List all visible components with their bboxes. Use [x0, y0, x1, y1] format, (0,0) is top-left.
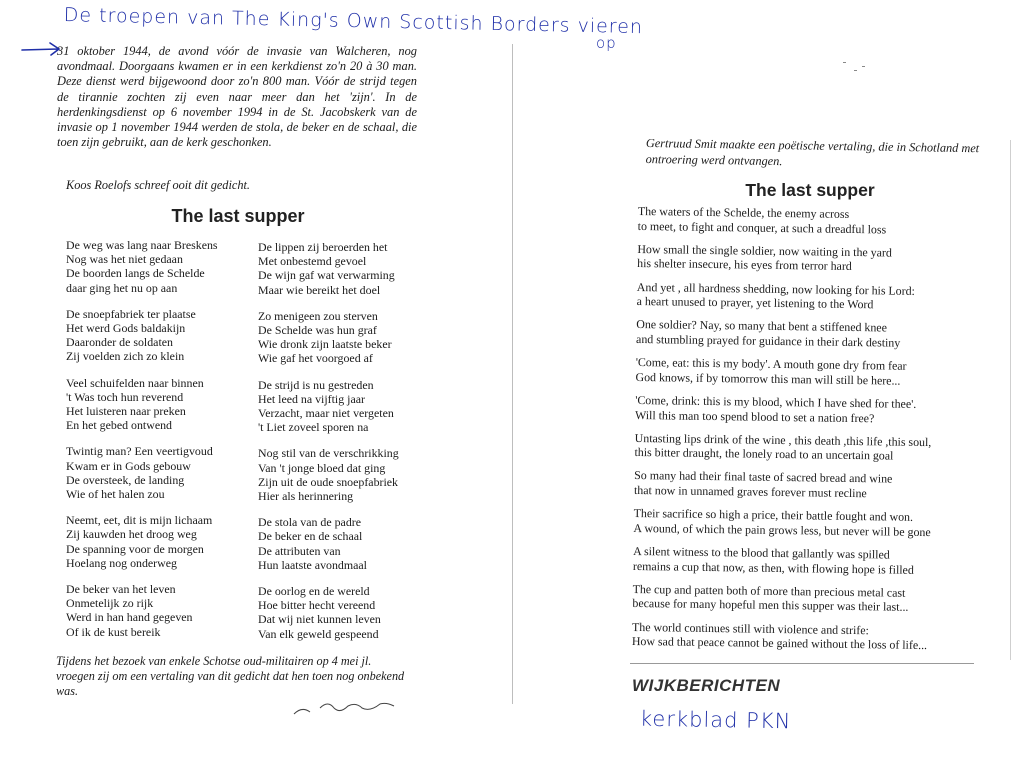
poem-line: The cup and patten both of more than precious metal cast [632, 581, 906, 600]
poem-line: Van elk geweld gespeend [258, 626, 379, 641]
poem-line: Kwam er in Gods gebouw [66, 458, 191, 473]
poem-line: Their sacrifice so high a price, their battle fought and won. [633, 506, 914, 525]
poem-line: to meet, to fight and conquer, at such a dreadful loss [637, 218, 887, 237]
poem-line: daar ging het nu op aan [66, 280, 178, 295]
section-rule [630, 663, 974, 664]
page-edge-line [1010, 140, 1011, 660]
poem-line: How sad that peace cannot be gained without the loss of life... [631, 634, 928, 653]
poem-line: The world continues still with violence and strife: [632, 619, 869, 637]
poem-line: De wijn gaf wat verwarming [258, 268, 395, 283]
poem-line: De attributen van [258, 543, 341, 558]
poem-stanza [635, 355, 975, 389]
poem-stanza [258, 446, 458, 503]
left-page-intro-block [57, 44, 417, 150]
poem-stanza [632, 582, 972, 616]
poem-line: Will this man too spend blood to set a nation free? [634, 407, 875, 425]
page-fold-divider [512, 44, 513, 704]
poem-line: 't Was toch hun reverend [66, 389, 184, 404]
poem-stanza [634, 468, 974, 502]
poem-line: Zij kauwden het droog weg [66, 527, 197, 542]
poem-line: Maar wie bereikt het doel [258, 282, 381, 297]
poem-line: Untasting lips drink of the wine , this death ,this life ,this soul, [634, 430, 932, 449]
poem-stanza [633, 544, 973, 578]
poem-line: Wie dronk zijn laatste beker [258, 337, 392, 352]
poem-line: Verzacht, maar niet vergeten [258, 406, 394, 421]
handwritten-title: De troepen van The King's Own Scottish Borders vieren [63, 4, 644, 39]
poem-line: De strijd is nu gestreden [258, 377, 374, 392]
poem-line: that now in unnamed graves forever must recline [633, 483, 867, 501]
poem-line: De oorlog en de wereld [258, 584, 370, 599]
poem-line: De Schelde was hun graf [258, 323, 377, 338]
poem-stanza [258, 584, 458, 641]
dutch-poem-column-1 [66, 238, 266, 651]
poem-stanza [66, 444, 266, 501]
poem-line: his shelter insecure, his eyes from terror hard [637, 256, 852, 274]
english-poem [632, 204, 978, 662]
poem-stanza [66, 582, 266, 639]
poem-line: A silent witness to the blood that gallantly was spilled [633, 543, 890, 562]
poem-line: 'Come, drink: this is my blood, which I have shed for thee'. [635, 392, 917, 411]
poem-line: Twintig man? Een veertigvoud [66, 444, 213, 459]
poem-stanza [632, 620, 972, 654]
poem-line: De oversteek, de landing [66, 472, 185, 487]
poem-line: Het werd Gods baldakijn [66, 321, 186, 336]
poem-line: Veel schuifelden naar binnen [66, 375, 204, 390]
poem-line: A wound, of which the pain grows less, but never will be gone [633, 520, 931, 539]
poem-stanza [633, 506, 973, 540]
poem-line: De beker van het leven [66, 582, 176, 597]
poem-line: Dat wij niet kunnen leven [258, 612, 381, 627]
poem-stanza [638, 204, 978, 238]
poem-line: 'Come, eat: this is my body'. A mouth gone dry from fear [635, 355, 907, 373]
poem-line: So many had their final taste of sacred bread and wine [634, 468, 893, 487]
poem-stanza [637, 280, 977, 314]
poem-line: God knows, if by tomorrow this man will still be here... [635, 369, 901, 388]
poem-line: Het luisteren naar preken [66, 404, 186, 419]
poem-stanza [636, 317, 976, 351]
poem-stanza [66, 307, 266, 364]
poem-stanza [66, 376, 266, 433]
poem-line: Nog stil van de verschrikking [258, 446, 399, 461]
poem-line: De spanning voor de morgen [66, 541, 204, 556]
signature-scribble [290, 696, 400, 720]
poem-stanza [634, 431, 974, 465]
poem-line: Zo menigeen zou sterven [258, 308, 378, 323]
poem-line: The waters of the Schelde, the enemy across [637, 204, 850, 221]
poem-line: Hoe bitter hecht vereend [258, 598, 376, 613]
poem-stanza [66, 238, 266, 295]
poem-line: Onmetelijk zo rijk [66, 596, 154, 611]
poem-line: De stola van de padre [258, 515, 362, 530]
handwritten-title-continuation: op [596, 34, 617, 52]
poem-stanza [637, 242, 977, 276]
dutch-poem-title: The last supper [171, 206, 305, 226]
poem-line: Hun laatste avondmaal [258, 557, 367, 572]
poem-line: En het gebed ontwend [66, 418, 172, 433]
poem-stanza [258, 309, 458, 366]
arrow-marker-icon [20, 40, 62, 60]
poem-line: this bitter draught, the lonely road to an uncertain goal [634, 445, 894, 463]
scan-speck [862, 66, 865, 67]
poem-line: 't Liet zoveel sporen na [258, 420, 369, 435]
poem-line: De beker en de schaal [258, 529, 363, 544]
poem-line: Het leed na vijftig jaar [258, 391, 365, 406]
poem-line: Daaronder de soldaten [66, 335, 173, 350]
poem-stanza [66, 513, 266, 570]
poem-line: remains a cup that now, as then, with flowing hope is filled [632, 558, 914, 577]
scan-speck [843, 62, 846, 63]
poem-line: Hier als herinnering [258, 489, 354, 504]
poem-line: Nog was het niet gedaan [66, 252, 183, 267]
poem-line: De snoepfabriek ter plaatse [66, 306, 196, 321]
poem-stanza [258, 378, 458, 435]
scan-speck [854, 70, 857, 71]
poem-line: De boorden langs de Schelde [66, 266, 205, 281]
handwritten-note: kerkblad PKN [639, 706, 792, 734]
poem-line: a heart unused to prayer, yet listening to the Word [636, 294, 874, 312]
poem-line: Van 't jonge bloed dat ging [258, 460, 386, 475]
poem-stanza [258, 515, 458, 572]
left-intro-paragraph: 31 oktober 1944, de avond vóór de invasie van Walcheren, nog avondmaal. Doorgaans kwamen er in een kerkdienst zo'n 20 à 30 man. Deze dienst werd bijgewoond door zo'n 800 man. Vóór de strijd tegen de tirannie zochten zij even naar meer dan het 'zijn'. In de herdenkingsdienst op 6 november 1994 in de St. Jacobskerk van de invasie op 1 november 1944 werden de stola, de beker en de schaal, die toen zijn gebruikt, aan de kerk geschonken. [57, 44, 417, 150]
poem-line: Werd in han hand gegeven [66, 610, 193, 625]
poem-line: And yet , all hardness shedding, now looking for his Lord: [636, 279, 915, 298]
left-outro-paragraph: Tijdens het bezoek van enkele Schotse oud-militairen op 4 mei jl. vroegen zij om een vertaling van dit gedicht dat hen toen nog onbekend was. [56, 654, 405, 698]
poem-line: Neemt, eet, dit is mijn lichaam [66, 513, 213, 528]
attribution-line: Koos Roelofs schreef ooit dit gedicht. [66, 178, 250, 192]
poem-line: Zij voelden zich zo klein [66, 349, 185, 364]
poem-stanza [258, 240, 458, 297]
poem-line: Wie of het halen zou [66, 487, 165, 502]
poem-line: Of ik de kust bereik [66, 624, 161, 639]
poem-line: because for many hopeful men this supper was their last... [632, 596, 909, 615]
dutch-poem-column-2 [258, 240, 458, 653]
poem-line: One soldier? Nay, so many that bent a stiffened knee [636, 317, 888, 335]
poem-line: Hoelang nog onderweg [66, 555, 177, 570]
english-poem-title: The last supper [745, 180, 875, 200]
poem-line: Zijn uit de oude snoepfabriek [258, 474, 399, 489]
poem-line: and stumbling prayed for guidance in their dark destiny [636, 331, 901, 350]
right-intro-paragraph: Gertruud Smit maakte een poëtische vertaling, die in Schotland met ontroering werd ontvangen. [645, 136, 980, 168]
section-heading: WIJKBERICHTEN [632, 676, 781, 695]
poem-line: Met onbestemd gevoel [258, 254, 367, 269]
poem-line: De weg was lang naar Breskens [66, 238, 218, 252]
poem-line: De lippen zij beroerden het [258, 240, 388, 254]
poem-line: Wie gaf het voorgoed af [258, 351, 373, 366]
poem-stanza [635, 393, 975, 427]
poem-line: How small the single soldier, now waiting in the yard [637, 241, 892, 260]
